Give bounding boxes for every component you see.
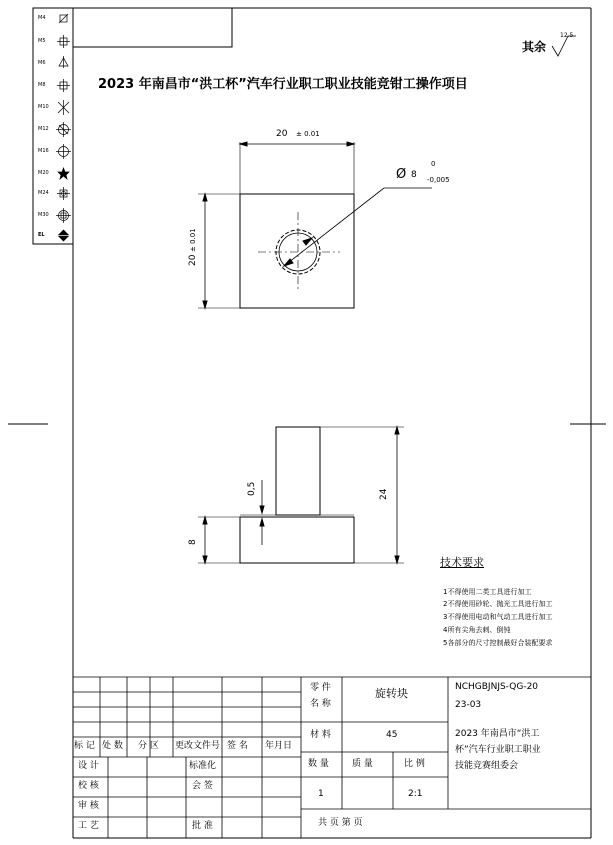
page-title: 2023 年南昌市“洪工杯”汽车行业职工职业技能竞钳工操作项目 xyxy=(98,77,468,92)
rev-header: 更改文件号 xyxy=(175,741,221,751)
sign-role-right: 标准化 xyxy=(189,761,217,771)
part-name: 旋转块 xyxy=(375,687,408,700)
material-value: 45 xyxy=(386,730,398,740)
surface-finish-value: 12.5 xyxy=(560,32,574,39)
requirement-item: 5各部分的尺寸控制最好合装配要求 xyxy=(443,639,553,647)
quantity-label: 数 量 xyxy=(308,759,329,769)
rev-header: 标 记 xyxy=(74,741,95,751)
requirements-title: 技术要求 xyxy=(440,556,484,569)
gap-dim-value: 0,5 xyxy=(247,481,257,496)
drawing-number: 23-03 xyxy=(455,700,482,710)
rev-header: 分 区 xyxy=(138,741,159,751)
finish-symbol xyxy=(552,36,576,56)
screw-label: M24 xyxy=(38,190,49,196)
organizer: 杯”汽车行业职工职业 xyxy=(455,745,541,755)
scale-value: 2:1 xyxy=(408,789,423,799)
scale-label: 比 例 xyxy=(404,759,425,769)
requirement-item: 3不得使用电动和气动工具进行加工 xyxy=(443,613,553,621)
requirement-item: 1不得使用二类工具进行加工 xyxy=(443,588,532,596)
requirement-item: 2不得使用砂轮、抛光工具进行加工 xyxy=(443,600,553,608)
sign-role: 校 核 xyxy=(78,781,99,791)
screw-label: M16 xyxy=(38,148,49,154)
front-view-base xyxy=(240,517,354,563)
diameter-value: 8 xyxy=(411,170,417,180)
base-height-dim-value: 8 xyxy=(188,539,198,545)
rev-header: 年月日 xyxy=(265,741,293,751)
corner-box xyxy=(73,8,232,47)
sign-role-right: 会 签 xyxy=(192,781,213,791)
screw-label: M30 xyxy=(38,212,49,218)
sheet-count: 共 页 第 页 xyxy=(318,818,363,828)
part-name-label: 零 件 xyxy=(310,683,331,693)
screw-label: EL xyxy=(38,232,45,238)
screw-label: M4 xyxy=(38,15,46,21)
organizer: 技能竞赛组委会 xyxy=(455,761,519,771)
dia-leader xyxy=(284,188,384,266)
screw-label: M5 xyxy=(38,38,46,44)
screw-label: M8 xyxy=(38,82,46,88)
part-name-label: 名 称 xyxy=(310,699,331,709)
sign-role: 设 计 xyxy=(78,761,99,771)
mass-label: 质 量 xyxy=(352,759,373,769)
height-dim-value: 20 xyxy=(188,254,198,266)
material-label: 材 料 xyxy=(310,730,331,740)
front-view-post xyxy=(276,427,320,515)
screw-label: M12 xyxy=(38,126,49,132)
height-dim-tol: ± 0.01 xyxy=(189,228,197,252)
quantity-value: 1 xyxy=(318,789,324,799)
surface-finish-label: 其余 xyxy=(522,40,547,54)
sign-role: 审 核 xyxy=(78,801,99,811)
drawing-number: NCHGBJNJS-QG-20 xyxy=(455,682,539,692)
sign-role-right: 批 准 xyxy=(192,821,213,831)
requirement-item: 4所有尖角去刺、倒钝 xyxy=(443,626,511,634)
diameter-symbol: Ø xyxy=(396,167,407,182)
screw-label: M20 xyxy=(38,170,49,176)
screw-label: M10 xyxy=(38,104,49,110)
width-dim-value: 20 xyxy=(276,129,288,139)
diameter-tol-upper: 0 xyxy=(431,160,436,168)
top-view-square xyxy=(240,194,354,308)
screw-label: M6 xyxy=(38,60,46,66)
diameter-tol-lower: -0,005 xyxy=(427,176,450,184)
rev-header: 签 名 xyxy=(227,741,248,751)
total-height-dim-value: 24 xyxy=(379,488,389,500)
organizer: 2023 年南昌市“洪工 xyxy=(455,729,540,739)
rev-header: 处 数 xyxy=(102,741,123,751)
title-block-grid xyxy=(73,677,591,838)
width-dim-tol: ± 0.01 xyxy=(296,130,320,138)
sign-role: 工 艺 xyxy=(78,821,99,831)
